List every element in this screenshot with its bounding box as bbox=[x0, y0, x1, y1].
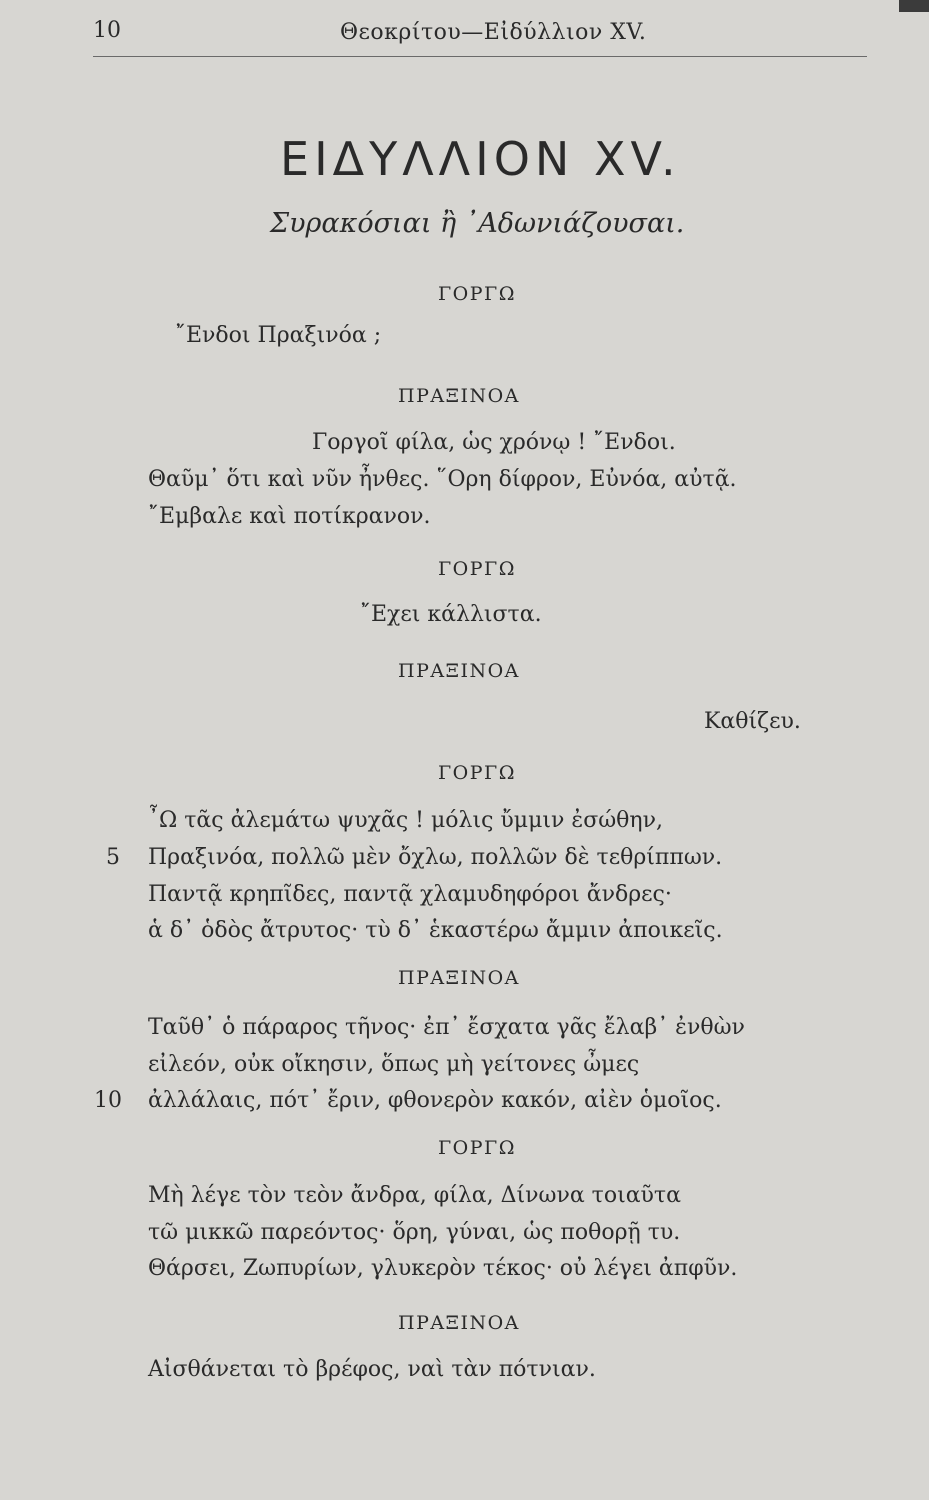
speaker-label: ΠΡΑΞΙΝΟΑ bbox=[398, 967, 520, 989]
verse-line: ῎Εμβαλε καὶ ποτίκρανον. bbox=[148, 504, 431, 529]
verse-line: ῏Ω τᾶς ἀλεμάτω ψυχᾶς ! μόλις ὔμμιν ἐσώθην, bbox=[148, 808, 663, 833]
page-edge-shadow bbox=[899, 0, 929, 12]
line-number: 10 bbox=[94, 1088, 122, 1113]
verse-line: ἁ δ᾽ ὁδὸς ἄτρυτος· τὺ δ᾽ ἑκαστέρω ἄμμιν ἀποικεῖς. bbox=[148, 918, 723, 943]
verse-line: Θάρσει, Ζωπυρίων, γλυκερὸν τέκος· οὐ λέγει ἀπφῦν. bbox=[148, 1256, 738, 1281]
header-rule bbox=[93, 56, 867, 57]
verse-line: ῎Εχει κάλλιστα. bbox=[360, 602, 542, 627]
verse-line: τῶ μικκῶ παρεόντος· ὅρη, γύναι, ὡς ποθορῇ τυ. bbox=[148, 1220, 681, 1245]
verse-line: ῎Ενδοι Πραξινόα ; bbox=[175, 323, 382, 348]
line-number: 5 bbox=[106, 845, 120, 870]
speaker-label: ΓΟΡΓΩ bbox=[438, 283, 516, 305]
verse-line: Γοργοῖ φίλα, ὡς χρόνῳ ! ῎Ενδοι. bbox=[312, 430, 676, 455]
speaker-label: ΠΡΑΞΙΝΟΑ bbox=[398, 1312, 520, 1334]
verse-line: Παντᾷ κρηπῖδες, παντᾷ χλαμυδηφόροι ἄνδρες· bbox=[148, 882, 672, 907]
verse-line: Καθίζευ. bbox=[704, 709, 801, 734]
running-title: Θεοκρίτου—Εἰδύλλιον XV. bbox=[340, 20, 647, 45]
speaker-label: ΠΡΑΞΙΝΟΑ bbox=[398, 385, 520, 407]
idyll-subtitle: Συρακόσιαι ἢ ᾿Αδωνιάζουσαι. bbox=[270, 208, 685, 239]
speaker-label: ΠΡΑΞΙΝΟΑ bbox=[398, 660, 520, 682]
verse-line: Ταῦθ᾽ ὁ πάραρος τῆνος· ἐπ᾽ ἔσχατα γᾶς ἔλαβ᾽ ἐνθὼν bbox=[148, 1015, 745, 1040]
verse-line: Μὴ λέγε τὸν τεὸν ἄνδρα, φίλα, Δίνωνα τοιαῦτα bbox=[148, 1183, 681, 1208]
idyll-title: ΕΙΔΥΛΛΙΟΝ XV. bbox=[280, 132, 681, 186]
verse-line: Πραξινόα, πολλῶ μὲν ὄχλω, πολλῶν δὲ τεθρίππων. bbox=[148, 845, 723, 870]
verse-line: Θαῦμ᾽ ὅτι καὶ νῦν ἦνθες. ῞Ορη δίφρον, Εὐνόα, αὐτᾷ. bbox=[148, 467, 737, 492]
verse-line: ἀλλάλαις, πότ᾽ ἔριν, φθονερὸν κακόν, αἰὲν ὁμοῖος. bbox=[148, 1088, 722, 1113]
speaker-label: ΓΟΡΓΩ bbox=[438, 762, 516, 784]
speaker-label: ΓΟΡΓΩ bbox=[438, 1137, 516, 1159]
verse-line: Αἰσθάνεται τὸ βρέφος, ναὶ τὰν πότνιαν. bbox=[148, 1357, 596, 1382]
page-number: 10 bbox=[93, 18, 121, 43]
speaker-label: ΓΟΡΓΩ bbox=[438, 558, 516, 580]
verse-line: εἰλεόν, οὐκ οἴκησιν, ὅπως μὴ γείτονες ὦμες bbox=[148, 1052, 640, 1077]
